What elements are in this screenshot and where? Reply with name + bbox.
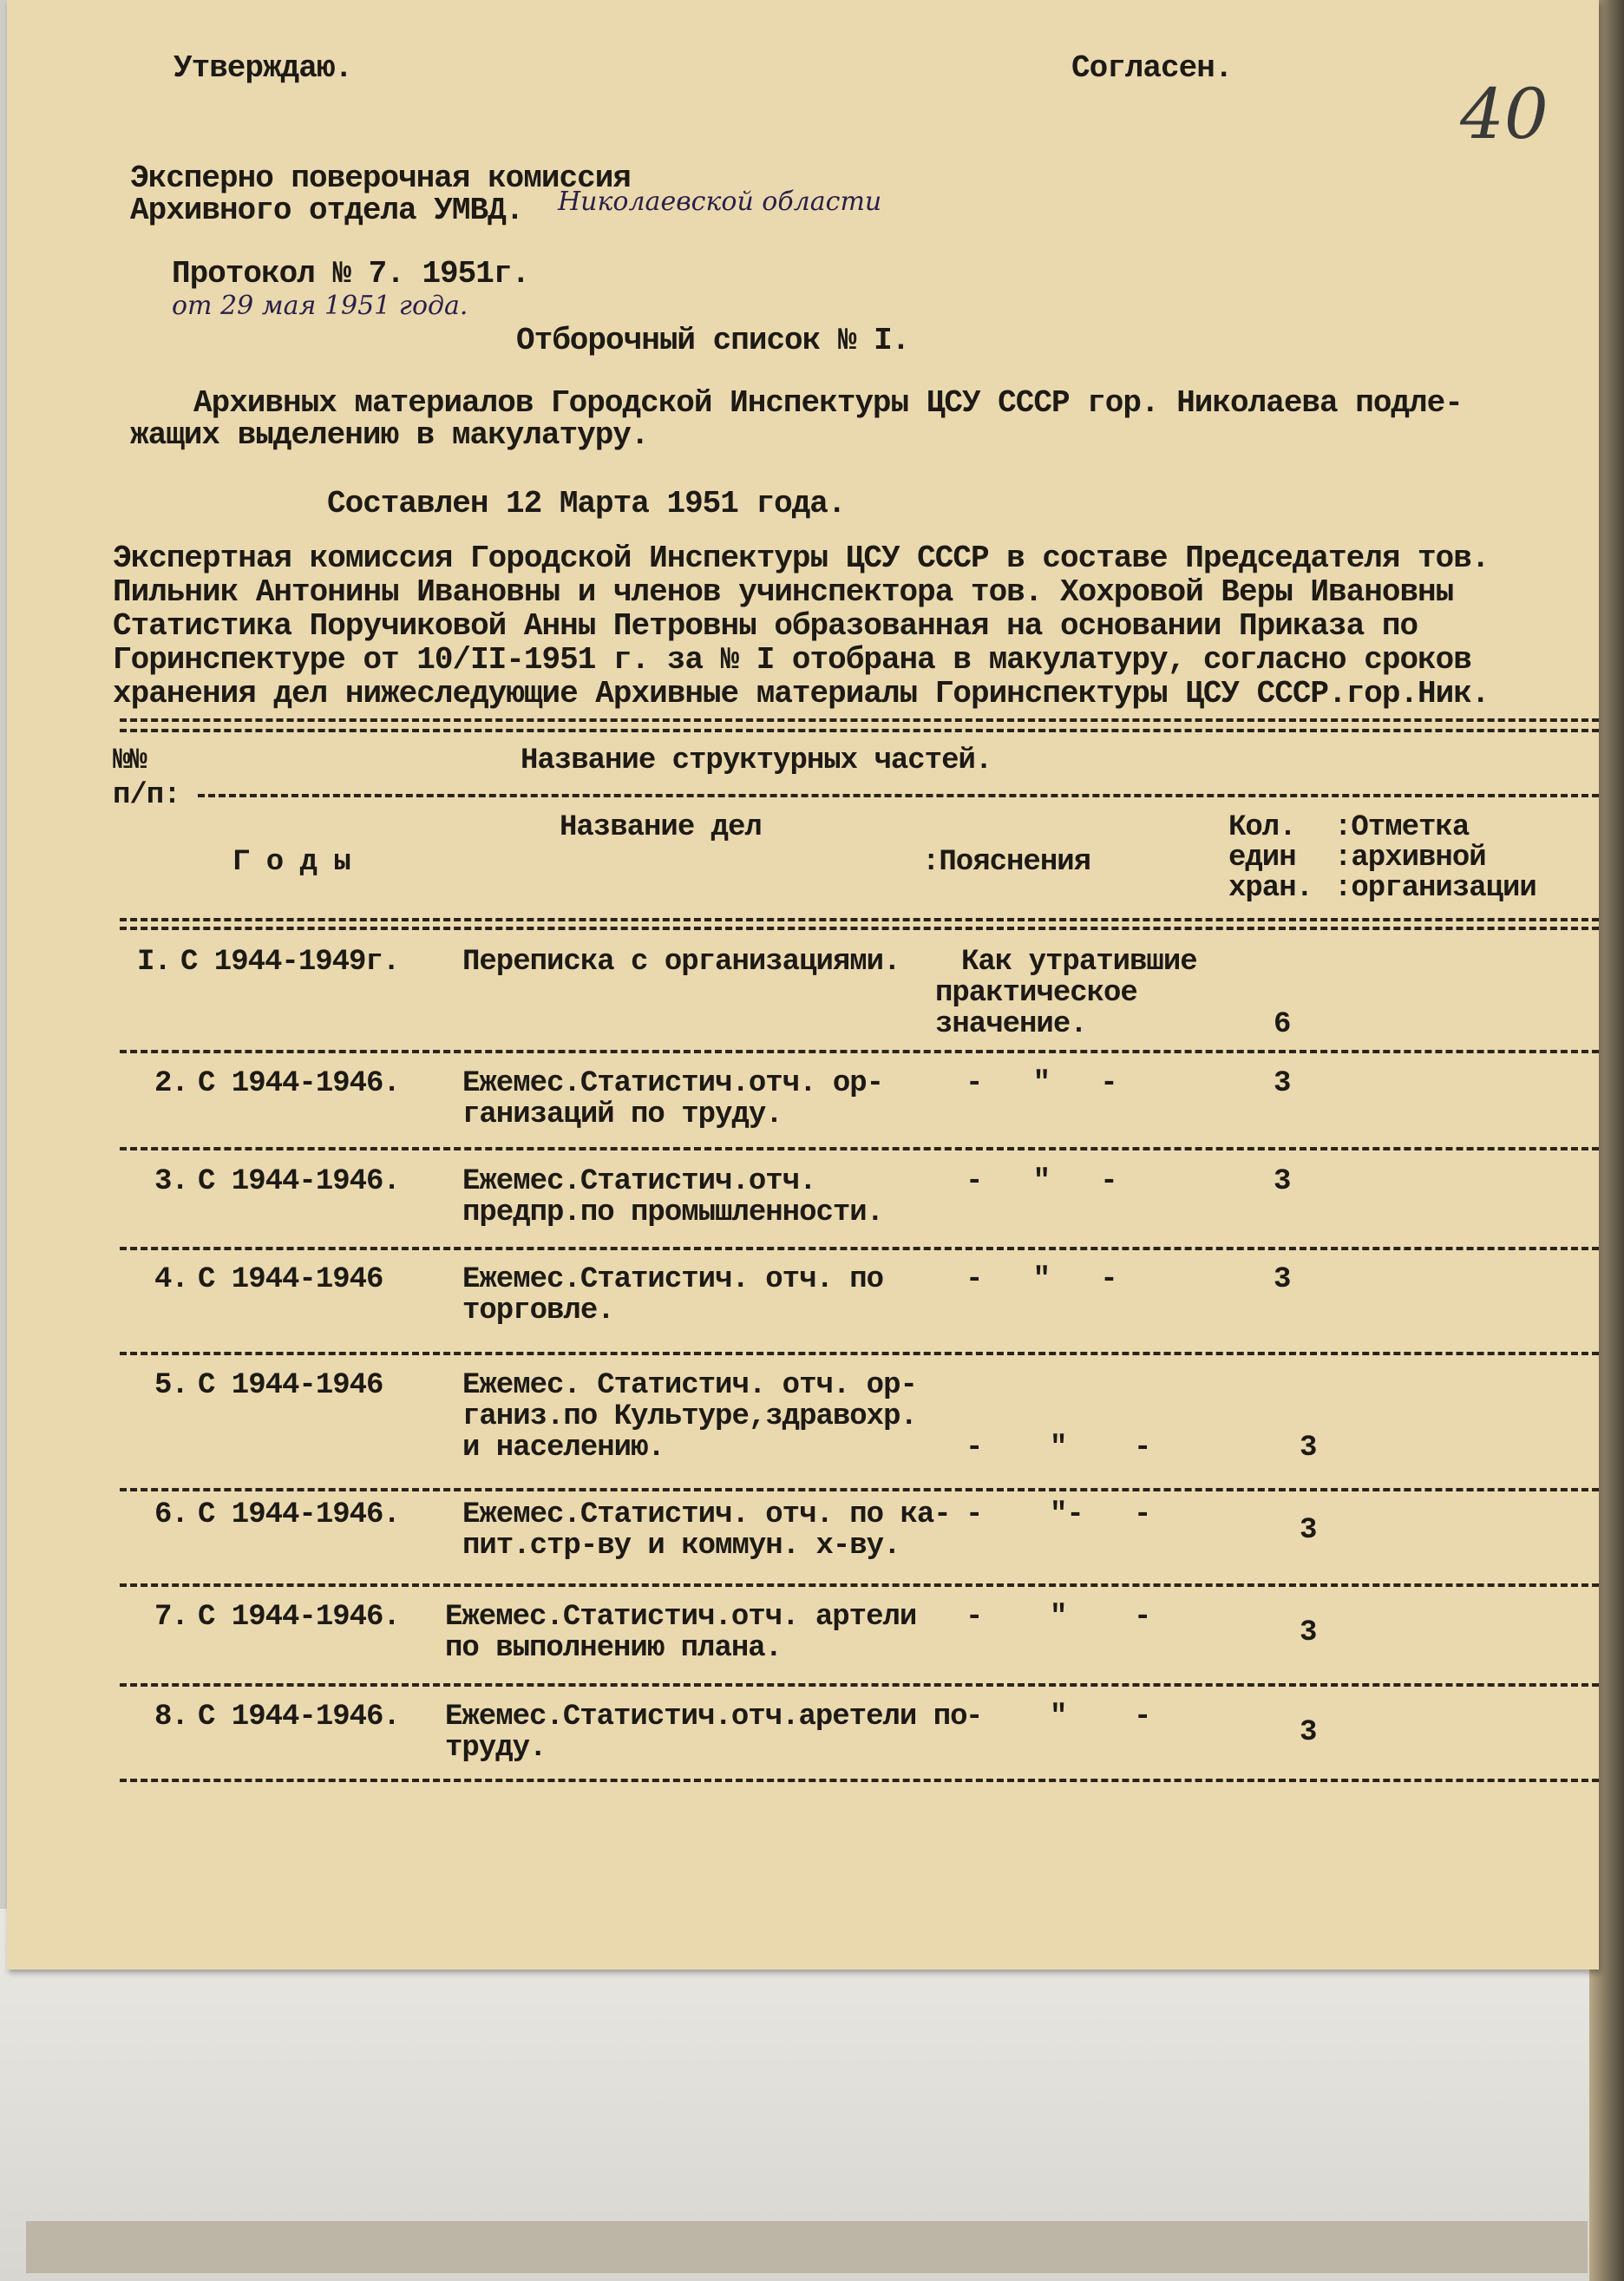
row-divider [120, 1683, 1599, 1687]
row-notes: - " - [966, 1165, 1117, 1198]
subtitle-line2: жащих выделению в макулатуру. [130, 417, 649, 453]
col-qty-header: един [1228, 842, 1296, 875]
row-title: Ежемес.Статистич. отч. по [462, 1263, 884, 1296]
col-title-header: Название дел [560, 811, 762, 844]
row-divider [120, 1247, 1599, 1250]
paragraph-line: Статистика Поручиковой Анны Петровны образованная на основании Приказа по [113, 608, 1418, 644]
paragraph-line: Пильник Антонины Ивановны и членов учинспектора тов. Хохровой Веры Ивановны [113, 574, 1454, 610]
row-notes: - " - [966, 1432, 1151, 1465]
row-notes: практическое [935, 977, 1137, 1010]
row-years: С 1944-1946. [198, 1601, 400, 1634]
row-notes: - " - [966, 1701, 1151, 1734]
row-years: С 1944-1946. [198, 1498, 400, 1531]
row-title: Ежемес.Статистич.отч. [462, 1165, 816, 1198]
col-qty-header: Кол. [1228, 811, 1296, 844]
row-title: Ежемес.Статистич.отч.аретели по [445, 1701, 967, 1734]
row-number: 6. [154, 1498, 188, 1531]
row-qty: 3 [1300, 1432, 1317, 1465]
col-notes-header: :Пояснения [922, 846, 1091, 879]
row-title: и населению. [462, 1432, 665, 1465]
row-title: Ежемес.Статистич. отч. по ка- [462, 1498, 951, 1531]
row-number: 4. [154, 1263, 188, 1296]
row-divider [120, 1488, 1599, 1491]
row-number: 3. [154, 1165, 188, 1198]
protocol-label: Протокол № 7. 1951г. [172, 256, 530, 292]
row-years: С 1944-1949г. [180, 946, 400, 979]
row-notes: - " - [966, 1067, 1117, 1100]
row-qty: 6 [1274, 1008, 1291, 1041]
col-mark-header: :организации [1334, 872, 1536, 905]
agreed-label: Согласен. [1071, 50, 1233, 86]
subtitle-line1: Архивных материалов Городской Инспектуры ЦСУ СССР гор. Николаева подле- [193, 385, 1463, 421]
divider [120, 718, 1599, 722]
commission-line1: Эксперно поверочная комиссия [130, 161, 631, 196]
col-num-header: №№ [113, 744, 147, 777]
row-years: С 1944-1946. [198, 1701, 400, 1734]
row-title: пит.стр-ву и коммун. х-ву. [462, 1530, 900, 1563]
row-divider [120, 1050, 1599, 1053]
row-title: Ежемес. Статистич. отч. ор- [462, 1369, 917, 1402]
row-qty: 3 [1300, 1514, 1317, 1547]
row-number: I. [137, 946, 171, 979]
commission-handwritten: Николаевской области [558, 187, 882, 217]
row-notes: - " - [966, 1263, 1117, 1296]
row-title: Ежемес.Статистич.отч. артели [445, 1601, 917, 1634]
row-notes: - "- - [966, 1498, 1151, 1531]
paragraph-line: Экспертная комиссия Городской Инспектуры ЦСУ СССР в составе Председателя тов. [113, 541, 1490, 576]
divider [120, 927, 1599, 930]
paragraph-line: хранения дел нижеследующие Архивные материалы Горинспектуры ЦСУ СССР.гор.Ник. [113, 676, 1490, 711]
row-qty: 3 [1274, 1067, 1291, 1100]
row-years: С 1944-1946. [198, 1165, 400, 1198]
row-title: Переписка с организациями. [462, 946, 900, 979]
row-number: 8. [154, 1701, 188, 1734]
row-years: С 1944-1946 [198, 1263, 383, 1296]
row-title: по выполнению плана. [445, 1632, 783, 1665]
row-divider [120, 1583, 1599, 1587]
row-years: С 1944-1946 [198, 1369, 383, 1402]
row-title: Ежемес.Статистич.отч. ор- [462, 1067, 884, 1100]
approve-label: Утверждаю. [174, 50, 353, 86]
paragraph-line: Горинспектуре от 10/II-1951 г. за № I отобрана в макулатуру, согласно сроков [113, 642, 1471, 678]
commission-line2: Архивного отдела УМВД. [130, 193, 524, 228]
row-qty: 3 [1300, 1716, 1317, 1749]
col-years-header: Г о д ы [232, 846, 350, 879]
row-notes: значение. [935, 1008, 1087, 1041]
row-title: торговле. [462, 1295, 614, 1327]
divider [198, 794, 1599, 797]
row-qty: 3 [1274, 1263, 1291, 1296]
row-number: 5. [154, 1369, 188, 1402]
document-page [7, 0, 1599, 1970]
row-number: 2. [154, 1067, 188, 1100]
col-qty-header: хран. [1228, 872, 1313, 905]
row-title: предпр.по промышленности. [462, 1196, 884, 1229]
document-title: Отборочный список № I. [516, 323, 910, 358]
structural-parts-header: Название структурных частей. [521, 744, 992, 777]
row-number: 7. [154, 1601, 188, 1634]
row-divider [120, 1147, 1599, 1150]
divider [120, 729, 1599, 732]
compiled-date: Составлен 12 Марта 1951 года. [327, 486, 846, 521]
row-notes: Как утратившие [961, 946, 1197, 979]
row-notes: - " - [966, 1601, 1151, 1634]
col-mark-header: :архивной [1334, 842, 1486, 875]
row-title: ганиз.по Культуре,здравохр. [462, 1400, 917, 1433]
row-divider [120, 1352, 1599, 1355]
row-title: ганизаций по труду. [462, 1098, 783, 1131]
row-qty: 3 [1300, 1616, 1317, 1649]
row-years: С 1944-1946. [198, 1067, 400, 1100]
protocol-handwritten-date: от 29 мая 1951 года. [172, 291, 468, 321]
row-qty: 3 [1274, 1165, 1291, 1198]
row-title: труду. [445, 1732, 547, 1765]
page-number: 40 [1460, 74, 1549, 154]
col-mark-header: :Отметка [1334, 811, 1470, 844]
row-divider [120, 1779, 1599, 1782]
col-num-header-2: п/п: [113, 779, 180, 812]
divider [120, 918, 1599, 921]
page-stack-bottom [26, 2221, 1588, 2273]
